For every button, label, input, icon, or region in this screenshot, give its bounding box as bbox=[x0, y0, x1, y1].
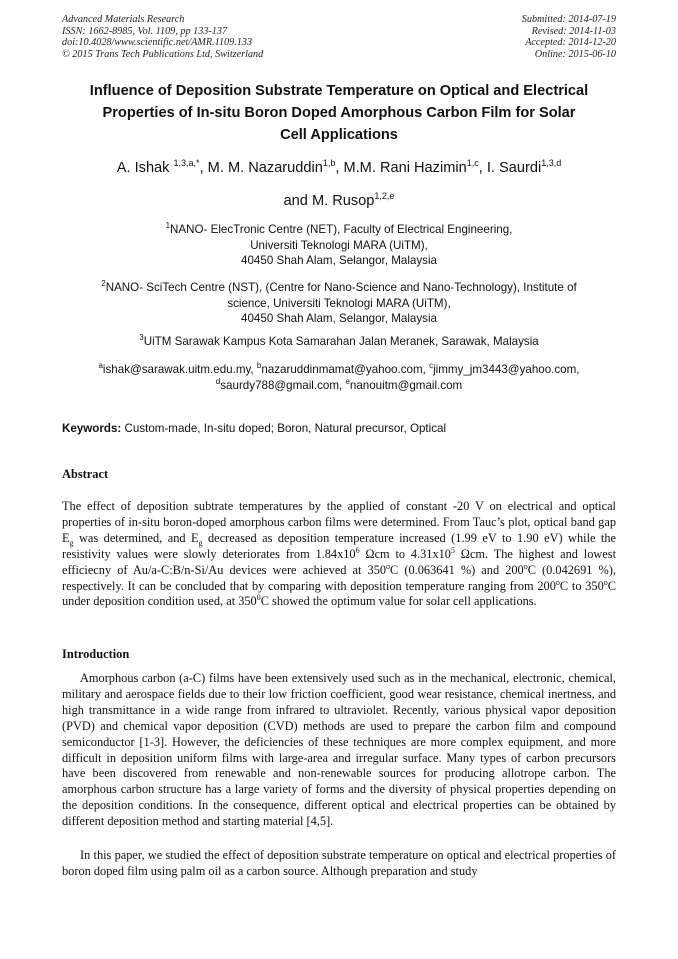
superscript: o bbox=[386, 561, 391, 571]
abstract-text: was determined, and E bbox=[73, 530, 199, 545]
title-line-1: Influence of Deposition Substrate Temperature on Optical and Electrical bbox=[89, 83, 589, 99]
affiliation-text: NANO- SciTech Centre (NST), (Centre for Nano-Science and Nano-Technology), Institute of bbox=[105, 281, 577, 294]
abstract-text: decreased as deposition temperature increased (1.99 eV to 1.90 eV) while the resistivity values were slowly deteriorates from 1.84x10 bbox=[62, 530, 617, 561]
author-emails bbox=[62, 362, 616, 393]
email-mark: b bbox=[256, 361, 262, 371]
superscript: 6 bbox=[355, 545, 360, 555]
keywords-text: Custom-made, In-situ doped; Boron, Natural precursor, Optical bbox=[121, 422, 447, 435]
author-affiliation-mark: 1,3,d bbox=[541, 158, 562, 169]
author-name: , M.M. Rani Hazimin bbox=[335, 160, 467, 176]
affiliation-3 bbox=[62, 334, 616, 350]
subscript: g bbox=[198, 538, 203, 548]
author-affiliation-mark: 1,3,a,* bbox=[173, 158, 200, 169]
superscript: 5 bbox=[450, 545, 455, 555]
journal-header-left bbox=[62, 14, 263, 60]
title-line-3: Cell Applications bbox=[280, 127, 398, 143]
subscript: g bbox=[69, 538, 74, 548]
introduction-heading: Introduction bbox=[62, 647, 130, 661]
affiliation-text: NANO- ElecTronic Centre (NET), Faculty of Electrical Engineering, bbox=[170, 223, 513, 236]
revised-date: Revised: 2014-11-03 bbox=[531, 25, 616, 37]
keywords bbox=[62, 421, 616, 437]
affiliation-text: Universiti Teknologi MARA (UiTM), bbox=[250, 238, 428, 252]
abstract-body bbox=[62, 499, 616, 610]
author-affiliation-mark: 1,b bbox=[322, 158, 336, 169]
email-link[interactable]: saurdy788@gmail.com, bbox=[220, 378, 346, 392]
email-link[interactable]: ishak@sarawak.uitm.edu.my, bbox=[102, 363, 257, 376]
abstract-text: The effect of deposition subtrate temperatures by the applied of constant -20 V on electrical and optical properties of in-situ boron-doped amorphous carbon films were determined. From Tauc’s plot, optical band gap E bbox=[62, 499, 616, 545]
journal-copyright: © 2015 Trans Tech Publications Ltd, Switzerland bbox=[62, 48, 264, 60]
journal-issn: ISSN: 1662-8985, Vol. 1109, pp 133-137 bbox=[62, 25, 228, 37]
journal-name: Advanced Materials Research bbox=[62, 14, 185, 25]
affiliation-text: UiTM Sarawak Kampus Kota Samarahan Jalan Meranek, Sarawak, Malaysia bbox=[143, 335, 539, 348]
abstract-text: C (0.063641 %) and 200 bbox=[390, 562, 524, 577]
abstract-heading: Abstract bbox=[62, 467, 109, 481]
affiliation-text: 40450 Shah Alam, Selangor, Malaysia bbox=[241, 254, 437, 268]
author-name: , I. Saurdi bbox=[478, 160, 542, 176]
email-mark: a bbox=[98, 361, 103, 371]
author-line-1 bbox=[62, 152, 616, 185]
email-link[interactable]: jimmy_jm3443@yahoo.com, bbox=[433, 363, 580, 376]
superscript: o bbox=[523, 561, 528, 571]
accepted-date: Accepted: 2014-12-20 bbox=[525, 37, 616, 49]
superscript: o bbox=[603, 577, 608, 587]
affiliation-mark: 3 bbox=[139, 333, 144, 343]
abstract-text: Ωcm to 4.31x10 bbox=[359, 546, 451, 561]
paper-title bbox=[62, 80, 616, 146]
author-name: A. Ishak bbox=[116, 160, 174, 176]
affiliation-text: science, Universiti Teknologi MARA (UiTM), bbox=[227, 296, 451, 310]
abstract-text: C showed the optimum value for solar cell applications. bbox=[260, 594, 537, 609]
introduction-paragraph-2: In this paper, we studied the effect of deposition substrate temperature on optical and electrical properties of boron doped film using palm oil as a carbon source. Although preparation and study bbox=[62, 848, 616, 878]
affiliation-mark: 2 bbox=[101, 279, 106, 289]
abstract-text: C under deposition condition used, at 350 bbox=[62, 578, 616, 609]
journal-header-right bbox=[522, 14, 616, 60]
online-date: Online: 2015-06-10 bbox=[534, 48, 616, 60]
author-affiliation-mark: 1,2,e bbox=[374, 191, 395, 202]
author-affiliation-mark: 1,c bbox=[466, 158, 479, 169]
affiliation-2 bbox=[62, 280, 616, 327]
superscript: 0 bbox=[256, 593, 261, 603]
email-mark: c bbox=[429, 361, 434, 371]
introduction-paragraph-1: Amorphous carbon (a-C) films have been extensively used such as in the mechanical, electronic, chemical, military and aerospace fields due to their low friction coefficient, good wear resistance, chemical inertness, and high transmittance in a wide range from infrared to ultraviolet. Recently, various physical vapor deposition (PVD) and chemical vapor deposition (CVD) methods are used to prepare the carbon film and compound semiconductor [1-3]. However, the deficiencies of these techniques are more complex equipment, and more difficult in deposition uniform films with large-area and irregular surface. Many types of carbon precursors have been discovered from renewable and non-renewable sources for producing allotrope carbon. The amorphous carbon structure has a large variety of forms and the diversity of physical properties depending on the deposition conditions. In the consequence, different optical and electrical properties can be obtained by different deposition method and starting material [4,5]. bbox=[62, 671, 616, 829]
email-mark: e bbox=[345, 376, 350, 386]
author-name: and M. Rusop bbox=[283, 193, 375, 209]
superscript: o bbox=[555, 577, 560, 587]
affiliation-mark: 1 bbox=[165, 221, 171, 231]
affiliation-text: 40450 Shah Alam, Selangor, Malaysia bbox=[241, 312, 437, 326]
affiliation-1 bbox=[62, 222, 616, 269]
email-mark: d bbox=[215, 376, 221, 386]
journal-doi: doi:10.4028/www.scientific.net/AMR.1109.133 bbox=[62, 37, 253, 49]
submitted-date: Submitted: 2014-07-19 bbox=[521, 14, 616, 25]
author-line-2 bbox=[62, 185, 616, 218]
abstract-text: Ωcm. The highest and lowest efficiecny of Au/a-C:B/n-Si/Au devices were achieved at 350 bbox=[62, 546, 616, 577]
title-line-2: Properties of In-situ Boron Doped Amorphous Carbon Film for Solar bbox=[102, 105, 576, 121]
abstract-text: C to 350 bbox=[559, 578, 604, 593]
email-link[interactable]: nanouitm@gmail.com bbox=[349, 378, 463, 392]
author-list bbox=[62, 152, 616, 218]
email-link[interactable]: nazaruddinmamat@yahoo.com, bbox=[261, 363, 430, 376]
abstract-text: C (0.042691 %), respectively. It can be concluded that by comparing with deposition temperature ranging from 200 bbox=[62, 562, 616, 593]
author-name: , M. M. Nazaruddin bbox=[199, 160, 323, 176]
keywords-label: Keywords: bbox=[62, 422, 122, 435]
